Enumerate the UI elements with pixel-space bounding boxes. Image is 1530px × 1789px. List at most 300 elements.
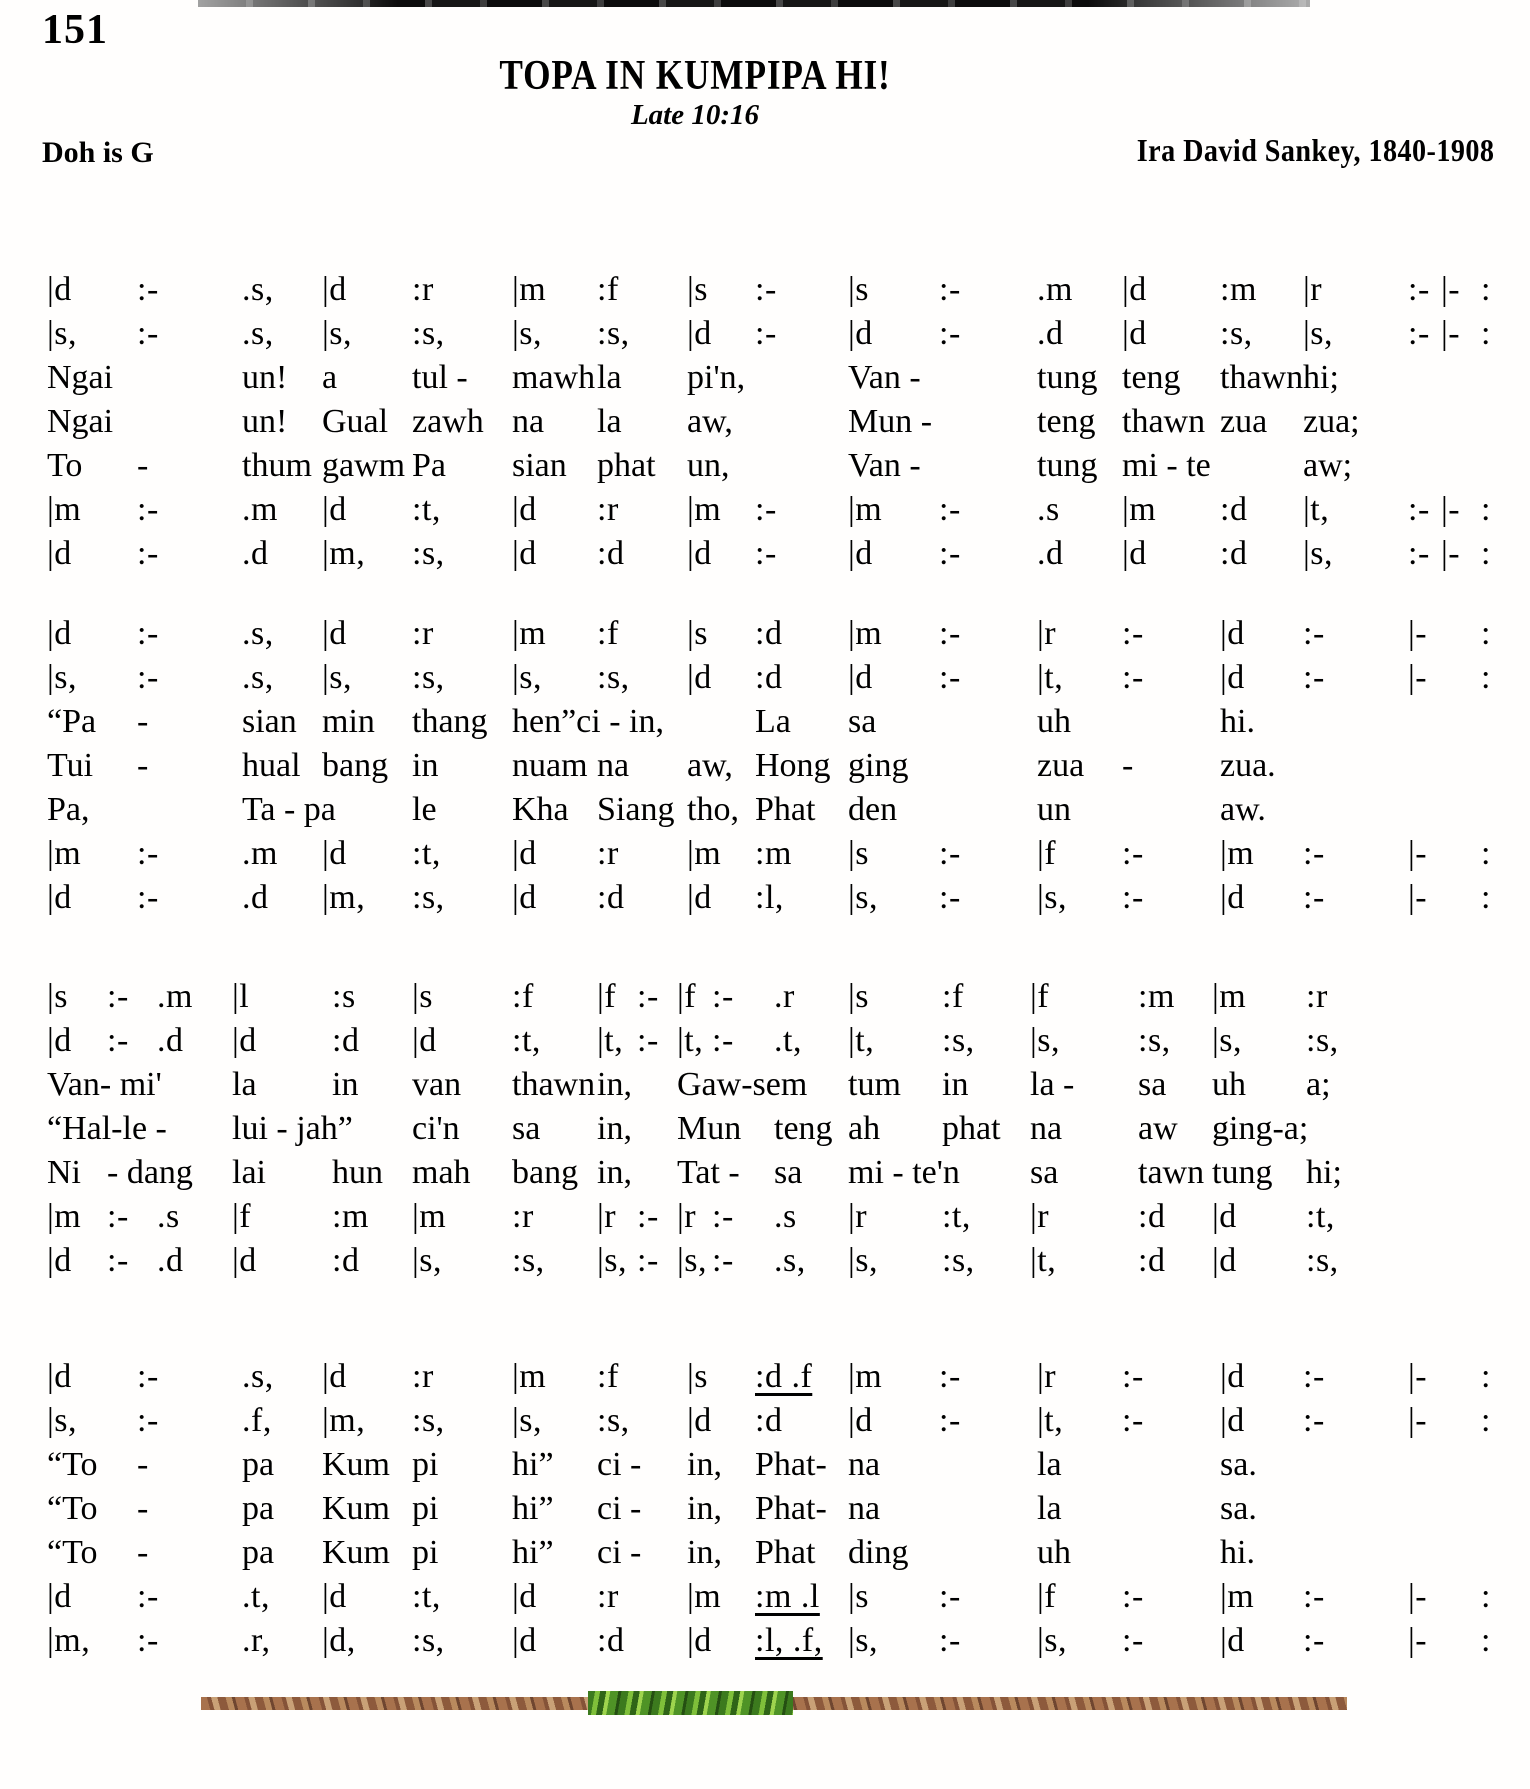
lyric-word: Kha — [512, 791, 569, 828]
solfa-token: .m — [157, 978, 193, 1015]
lyric-row — [0, 1531, 1530, 1575]
solfa-token: |s, — [597, 1242, 628, 1279]
lyric-word: teng — [1037, 403, 1096, 440]
lyric-word: na — [597, 747, 630, 784]
solfa-token: |- — [1408, 1358, 1428, 1395]
solfa-token: :- — [1303, 1622, 1325, 1659]
solfa-token: .t, — [242, 1578, 270, 1615]
solfa-token: |- — [1408, 1402, 1428, 1439]
solfa-token: |d — [47, 1242, 72, 1279]
solfa-token: |t, — [1030, 1242, 1057, 1279]
lyric-word: Gual — [322, 403, 389, 440]
solfa-token: :- — [1122, 659, 1144, 696]
solfa-token: |s, — [512, 659, 543, 696]
solfa-notation-row — [0, 532, 1530, 576]
lyric-word: nuam — [512, 747, 588, 784]
lyric-word: in, — [597, 1154, 632, 1191]
solfa-token: |r — [677, 1198, 697, 1235]
solfa-token: :d .f — [755, 1358, 813, 1395]
solfa-token: :- — [137, 1358, 159, 1395]
solfa-token: :s, — [512, 1242, 545, 1279]
solfa-token: .r — [774, 978, 795, 1015]
solfa-token: :f — [597, 1358, 619, 1395]
solfa-token: |d — [512, 1622, 537, 1659]
lyric-word: aw; — [1303, 447, 1353, 484]
solfa-token: |m — [1212, 978, 1247, 1015]
solfa-token: |d — [1122, 315, 1147, 352]
solfa-token: :s, — [1306, 1022, 1339, 1059]
solfa-token: :- — [939, 879, 961, 916]
lyric-word: Ni — [47, 1154, 81, 1191]
solfa-token: |m — [512, 615, 547, 652]
lyric-word: Kum — [322, 1534, 390, 1571]
solfa-token: :- — [137, 271, 159, 308]
scripture-reference: Late 10:16 — [630, 99, 760, 131]
solfa-token: |d — [322, 271, 347, 308]
solfa-token: .d — [157, 1022, 184, 1059]
solfa-token: : — [1481, 879, 1491, 916]
solfa-token: :f — [597, 271, 619, 308]
lyric-row — [0, 744, 1530, 788]
solfa-token: :- — [1303, 659, 1325, 696]
bottom-border-leaf-decoration — [588, 1691, 793, 1715]
solfa-token: :r — [412, 615, 434, 652]
solfa-token: :r — [412, 1358, 434, 1395]
solfa-token: |s, — [47, 1402, 78, 1439]
lyric-word: a — [322, 359, 338, 396]
solfa-token: .s, — [242, 659, 274, 696]
solfa-token: |- — [1408, 879, 1428, 916]
lyric-word: un, — [687, 447, 730, 484]
lyric-word: la — [232, 1066, 257, 1103]
solfa-token: : — [1481, 659, 1491, 696]
solfa-token: |m — [848, 615, 883, 652]
lyric-word: mawh — [512, 359, 596, 396]
solfa-token: |d — [322, 615, 347, 652]
lyric-word: - — [1122, 747, 1134, 784]
lyric-word: le — [412, 791, 437, 828]
solfa-token: :t, — [512, 1022, 541, 1059]
lyric-row — [0, 1487, 1530, 1531]
lyric-word: Phat- — [755, 1490, 827, 1527]
solfa-token: :- — [1408, 535, 1430, 572]
solfa-token: |t, — [677, 1022, 704, 1059]
solfa-token: :- — [1122, 835, 1144, 872]
lyric-word: pi — [412, 1534, 439, 1571]
lyric-word: Tui — [47, 747, 94, 784]
solfa-token: :- — [712, 1198, 734, 1235]
solfa-token: |m — [1220, 1578, 1255, 1615]
solfa-token: |s, — [412, 1242, 443, 1279]
solfa-token: .s, — [242, 615, 274, 652]
solfa-token: |d — [848, 659, 873, 696]
solfa-token: |s — [848, 835, 870, 872]
solfa-token: |s, — [47, 659, 78, 696]
music-system-1 — [0, 268, 1530, 576]
lyric-word: in — [412, 747, 439, 784]
solfa-token: :s, — [597, 315, 630, 352]
solfa-token: |m, — [322, 1402, 366, 1439]
solfa-token: :- — [712, 1022, 734, 1059]
lyric-word: Van - — [848, 359, 921, 396]
lyric-row — [0, 356, 1530, 400]
solfa-token: :- — [107, 1022, 129, 1059]
lyric-word: uh — [1212, 1066, 1246, 1103]
solfa-token: .m — [242, 835, 278, 872]
solfa-token: :t, — [412, 1578, 441, 1615]
lyric-word: aw, — [687, 403, 733, 440]
solfa-token: :- — [637, 978, 659, 1015]
lyric-word: hi; — [1303, 359, 1339, 396]
lyric-word: hi. — [1220, 703, 1255, 740]
solfa-token: :- — [137, 659, 159, 696]
solfa-token: :f — [597, 615, 619, 652]
lyric-word: hun — [332, 1154, 383, 1191]
solfa-token: :d — [1138, 1242, 1166, 1279]
solfa-token: .s, — [774, 1242, 806, 1279]
solfa-token: |m, — [322, 535, 366, 572]
solfa-token: :t, — [1306, 1198, 1335, 1235]
lyric-word: sian — [512, 447, 567, 484]
lyric-word: thawn — [1122, 403, 1206, 440]
solfa-notation-row — [0, 1355, 1530, 1399]
solfa-token: :f — [942, 978, 964, 1015]
solfa-notation-row — [0, 1195, 1530, 1239]
solfa-token: :- — [137, 1402, 159, 1439]
lyric-word: tum — [848, 1066, 901, 1103]
solfa-token: |d — [512, 1578, 537, 1615]
solfa-token: |- — [1441, 315, 1461, 352]
solfa-token: .s, — [242, 1358, 274, 1395]
solfa-token: :d — [597, 535, 625, 572]
solfa-token: :- — [939, 1622, 961, 1659]
solfa-token: |s — [848, 1578, 870, 1615]
lyric-word: aw. — [1220, 791, 1266, 828]
lyric-word: hi” — [512, 1534, 554, 1571]
lyric-row — [0, 444, 1530, 488]
solfa-token: : — [1481, 615, 1491, 652]
lyric-word: Kum — [322, 1446, 390, 1483]
solfa-token: |- — [1441, 535, 1461, 572]
solfa-token: |d — [848, 315, 873, 352]
lyric-word: aw — [1138, 1110, 1178, 1147]
lyric-word: thawn — [512, 1066, 596, 1103]
lyric-word: in — [942, 1066, 969, 1103]
music-system-4 — [0, 1355, 1530, 1663]
solfa-token: :- — [939, 491, 961, 528]
solfa-token: |d — [687, 879, 712, 916]
solfa-token: |s — [687, 615, 709, 652]
lyric-word: zua — [1037, 747, 1085, 784]
solfa-token: |s — [687, 271, 709, 308]
solfa-token: :r — [597, 1578, 619, 1615]
solfa-token: |d — [412, 1022, 437, 1059]
lyric-word: sa. — [1220, 1446, 1257, 1483]
lyric-word: in, — [597, 1110, 632, 1147]
solfa-token: |d — [687, 1622, 712, 1659]
solfa-token: :- — [637, 1198, 659, 1235]
solfa-token: |m — [47, 835, 82, 872]
solfa-token: |m — [848, 491, 883, 528]
solfa-token: |d — [1220, 615, 1245, 652]
solfa-token: .s, — [242, 271, 274, 308]
lyric-row — [0, 1443, 1530, 1487]
solfa-token: :- — [1122, 1622, 1144, 1659]
lyric-row — [0, 700, 1530, 744]
lyric-word: Siang — [597, 791, 675, 828]
solfa-notation-row — [0, 1619, 1530, 1663]
solfa-token: :d — [332, 1022, 360, 1059]
solfa-token: .s, — [242, 315, 274, 352]
page-number: 151 — [42, 7, 108, 53]
lyric-word: un! — [242, 403, 288, 440]
solfa-token: :- — [939, 615, 961, 652]
solfa-token: |s, — [512, 1402, 543, 1439]
solfa-token: |r — [848, 1198, 868, 1235]
solfa-token: |m, — [47, 1622, 91, 1659]
solfa-token: :s, — [412, 1622, 445, 1659]
lyric-word: - dang — [107, 1154, 193, 1191]
solfa-token: |m — [687, 835, 722, 872]
lyric-word: ah — [848, 1110, 881, 1147]
solfa-token: |- — [1408, 615, 1428, 652]
solfa-token: |- — [1408, 1622, 1428, 1659]
lyric-word: in, — [597, 1066, 632, 1103]
solfa-token: :r — [597, 835, 619, 872]
solfa-token: : — [1481, 835, 1491, 872]
solfa-token: |m — [848, 1358, 883, 1395]
lyric-word: ci - — [597, 1446, 642, 1483]
lyric-word: hi; — [1306, 1154, 1342, 1191]
solfa-token: :- — [107, 1242, 129, 1279]
solfa-token: |l — [232, 978, 250, 1015]
lyric-word: pa — [242, 1446, 275, 1483]
lyric-word: uh — [1037, 1534, 1071, 1571]
solfa-token: |- — [1408, 835, 1428, 872]
lyric-word: zawh — [412, 403, 484, 440]
solfa-token: |s — [412, 978, 434, 1015]
lyric-word: Kum — [322, 1490, 390, 1527]
lyric-word: na — [848, 1446, 881, 1483]
solfa-token: |d — [687, 535, 712, 572]
lyric-word: un! — [242, 359, 288, 396]
lyric-word: in, — [687, 1446, 722, 1483]
lyric-word: “To — [47, 1490, 98, 1527]
lyric-word: bang — [322, 747, 389, 784]
solfa-notation-row — [0, 876, 1530, 920]
solfa-token: |d — [47, 271, 72, 308]
solfa-token: |r — [597, 1198, 617, 1235]
solfa-token: |s, — [848, 879, 879, 916]
solfa-token: |d — [232, 1242, 257, 1279]
solfa-token: |d — [1220, 1402, 1245, 1439]
solfa-token: |s, — [1030, 1022, 1061, 1059]
solfa-token: .d — [242, 879, 269, 916]
solfa-token: |s — [47, 978, 69, 1015]
lyric-word: mah — [412, 1154, 471, 1191]
solfa-token: |s, — [1037, 1622, 1068, 1659]
lyric-word: hi” — [512, 1446, 554, 1483]
solfa-token: |s, — [848, 1622, 879, 1659]
lyric-word: hi. — [1220, 1534, 1255, 1571]
lyric-word: - — [137, 1534, 149, 1571]
lyric-word: tul - — [412, 359, 468, 396]
solfa-token: :- — [1122, 1358, 1144, 1395]
lyric-word: in, — [687, 1490, 722, 1527]
solfa-token: |- — [1408, 1578, 1428, 1615]
solfa-token: :d — [755, 1402, 783, 1439]
lyric-word: min — [322, 703, 375, 740]
solfa-token: |f — [1037, 1578, 1057, 1615]
lyric-word: mi - te — [1122, 447, 1211, 484]
lyric-word: Mun — [677, 1110, 742, 1147]
lyric-word: la - — [1030, 1066, 1075, 1103]
lyric-row — [0, 1063, 1530, 1107]
solfa-token: |t, — [1303, 491, 1330, 528]
solfa-token: .s — [774, 1198, 797, 1235]
music-system-2 — [0, 612, 1530, 920]
solfa-token: :- — [137, 1578, 159, 1615]
lyric-word: “Hal-le - — [47, 1110, 167, 1147]
lyric-word: uh — [1037, 703, 1071, 740]
solfa-token: : — [1481, 1622, 1491, 1659]
solfa-token: |m — [1220, 835, 1255, 872]
solfa-token: :m — [332, 1198, 369, 1235]
solfa-token: :- — [1303, 879, 1325, 916]
solfa-token: |d — [1212, 1242, 1237, 1279]
solfa-token: :r — [412, 271, 434, 308]
solfa-token: |r — [1303, 271, 1323, 308]
solfa-token: :- — [755, 271, 777, 308]
solfa-notation-row — [0, 488, 1530, 532]
solfa-notation-row — [0, 1019, 1530, 1063]
solfa-token: :- — [939, 1358, 961, 1395]
solfa-token: |s — [687, 1358, 709, 1395]
solfa-token: : — [1481, 315, 1491, 352]
solfa-token: :- — [939, 1578, 961, 1615]
lyric-word: thawn — [1220, 359, 1304, 396]
lyric-word: ding — [848, 1534, 909, 1571]
lyric-word: la — [597, 403, 622, 440]
solfa-token: :s, — [412, 879, 445, 916]
solfa-notation-row — [0, 612, 1530, 656]
solfa-token: :- — [1303, 1358, 1325, 1395]
lyric-word: sa — [1138, 1066, 1167, 1103]
lyric-word: hen”ci - in, — [512, 703, 664, 740]
solfa-token: :- — [137, 1622, 159, 1659]
solfa-token: |m, — [322, 879, 366, 916]
solfa-token: :- — [137, 615, 159, 652]
solfa-token: .f, — [242, 1402, 272, 1439]
solfa-token: .t, — [774, 1022, 802, 1059]
solfa-token: |s, — [1303, 535, 1334, 572]
solfa-token: :m — [1138, 978, 1175, 1015]
solfa-token: |f — [1037, 835, 1057, 872]
lyric-word: tung — [1037, 359, 1098, 396]
lyric-word: zua — [1220, 403, 1268, 440]
solfa-token: |d — [47, 535, 72, 572]
lyric-row — [0, 1107, 1530, 1151]
lyric-word: La — [755, 703, 791, 740]
lyric-word: aw, — [687, 747, 733, 784]
music-system-3 — [0, 975, 1530, 1283]
lyric-word: thum — [242, 447, 312, 484]
solfa-token: :t, — [412, 491, 441, 528]
solfa-token: |d — [232, 1022, 257, 1059]
solfa-token: :- — [1122, 615, 1144, 652]
solfa-token: :- — [755, 491, 777, 528]
solfa-token: :- — [1408, 271, 1430, 308]
solfa-token: :- — [1408, 491, 1430, 528]
solfa-token: |s, — [322, 659, 353, 696]
solfa-token: |m — [687, 491, 722, 528]
solfa-token: |m — [512, 1358, 547, 1395]
solfa-token: |s — [848, 271, 870, 308]
solfa-token: .r, — [242, 1622, 271, 1659]
lyric-word: sian — [242, 703, 297, 740]
solfa-token: :s, — [597, 659, 630, 696]
lyric-row — [0, 788, 1530, 832]
solfa-token: |d — [47, 879, 72, 916]
solfa-token: |d — [687, 659, 712, 696]
lyric-word: un — [1037, 791, 1071, 828]
lyric-word: ci - — [597, 1534, 642, 1571]
solfa-token: :d — [1220, 491, 1248, 528]
lyric-word: Phat- — [755, 1446, 827, 1483]
solfa-token: .s — [157, 1198, 180, 1235]
solfa-token: : — [1481, 1402, 1491, 1439]
lyric-word: in — [332, 1066, 359, 1103]
solfa-token: |d — [1220, 659, 1245, 696]
solfa-token: |d — [848, 535, 873, 572]
solfa-token: :s, — [597, 1402, 630, 1439]
solfa-token: |d — [512, 835, 537, 872]
solfa-token: :r — [512, 1198, 534, 1235]
lyric-word: Ngai — [47, 403, 114, 440]
systems — [0, 268, 1530, 1663]
lyric-word: lai — [232, 1154, 266, 1191]
solfa-token: :- — [939, 535, 961, 572]
lyric-word: tung — [1037, 447, 1098, 484]
solfa-token: |d — [1220, 1358, 1245, 1395]
solfa-token: :- — [1303, 1578, 1325, 1615]
lyric-word: pa — [242, 1534, 275, 1571]
solfa-token: :- — [137, 315, 159, 352]
solfa-token: :s, — [412, 1402, 445, 1439]
solfa-token: :d — [755, 615, 783, 652]
solfa-token: |d — [47, 615, 72, 652]
solfa-token: :- — [939, 315, 961, 352]
solfa-token: : — [1481, 1578, 1491, 1615]
solfa-token: |d — [848, 1402, 873, 1439]
solfa-token: |s — [848, 978, 870, 1015]
solfa-token: |d — [687, 315, 712, 352]
solfa-token: :s, — [942, 1022, 975, 1059]
solfa-token: :- — [939, 271, 961, 308]
solfa-token: .d — [1037, 535, 1064, 572]
solfa-token: :m — [755, 835, 792, 872]
solfa-token: |r — [1037, 615, 1057, 652]
solfa-token: |d — [47, 1358, 72, 1395]
solfa-token: :t, — [942, 1198, 971, 1235]
lyric-word: teng — [1122, 359, 1181, 396]
solfa-notation-row — [0, 975, 1530, 1019]
solfa-token: |d — [512, 535, 537, 572]
solfa-token: |d — [322, 491, 347, 528]
lyric-word: Tat - — [677, 1154, 740, 1191]
solfa-token: |r — [1030, 1198, 1050, 1235]
lyric-word: tho, — [687, 791, 739, 828]
